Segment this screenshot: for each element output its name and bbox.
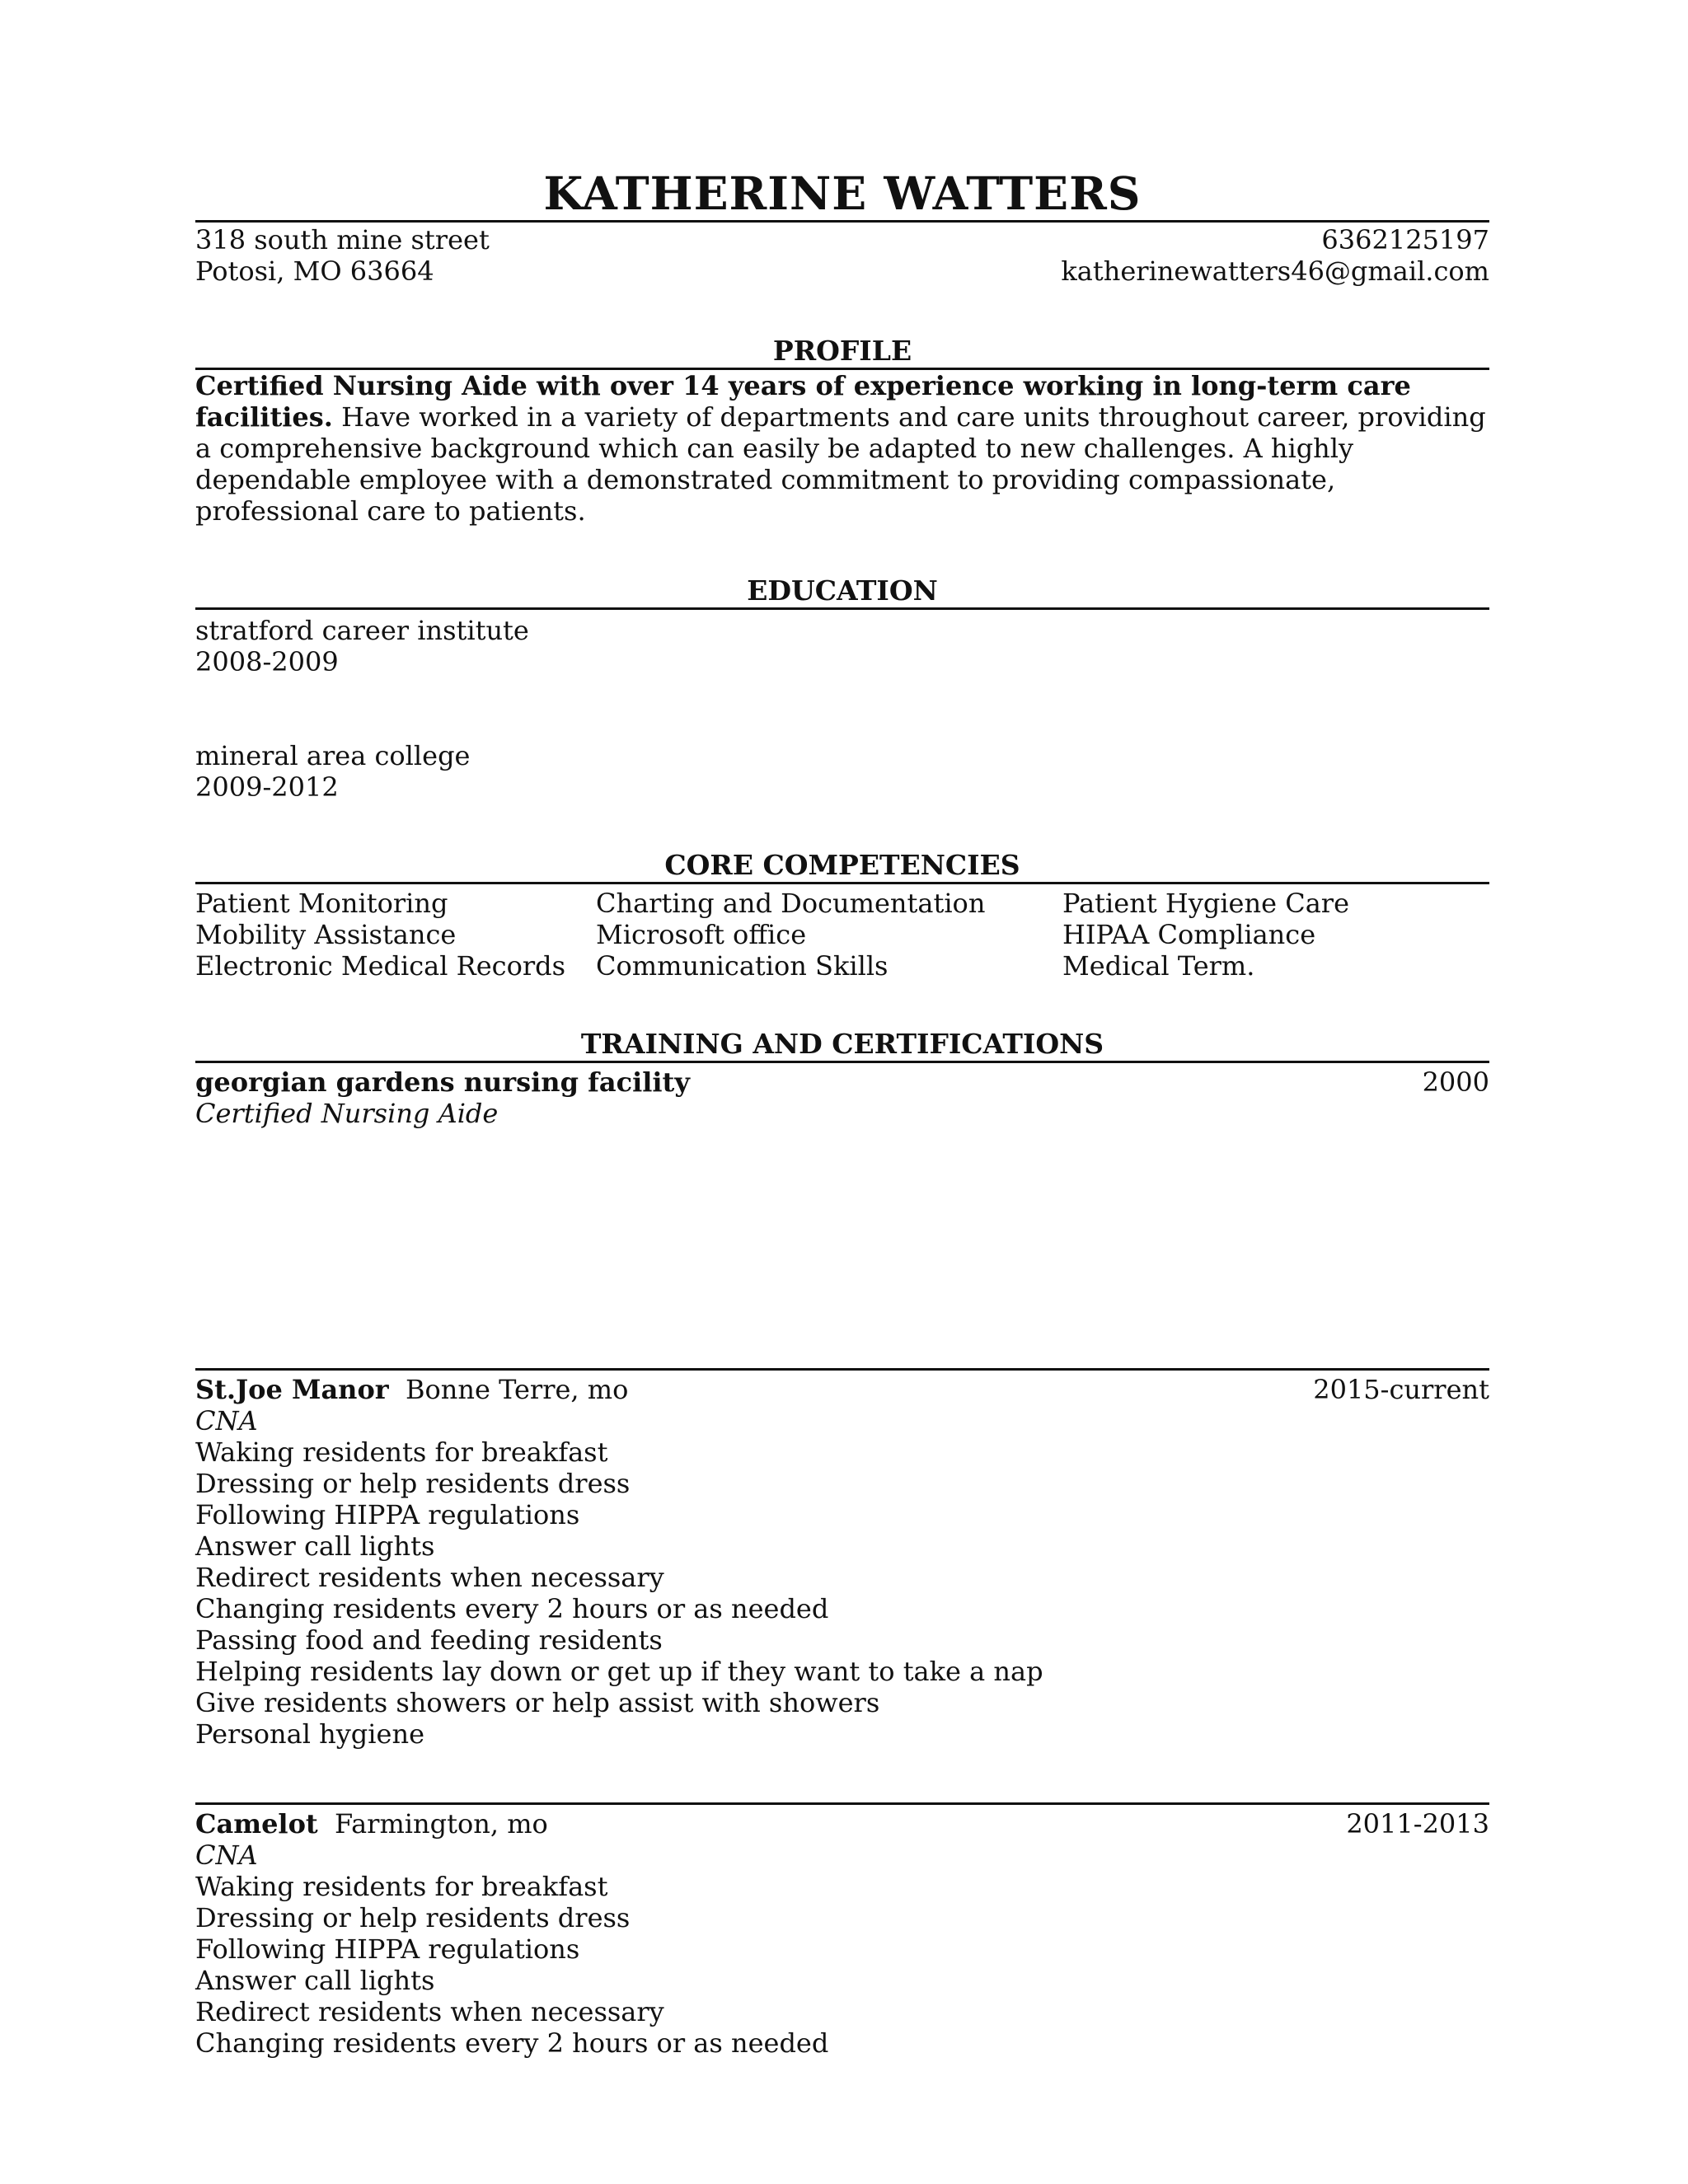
job-duty: Passing food and feeding residents (195, 1624, 663, 1656)
job-duty: Answer call lights (195, 1530, 435, 1562)
job-duty: Redirect residents when necessary (195, 1562, 664, 1593)
competency-item: Patient Hygiene Care (1062, 888, 1349, 919)
candidate-name: KATHERINE WATTERS (543, 166, 1142, 220)
job-employer (195, 1808, 548, 1840)
education-rule (195, 607, 1489, 610)
job-duties (195, 1871, 1489, 2059)
job-duty: Following HIPPA regulations (195, 1933, 580, 1965)
competency-item: Charting and Documentation (596, 888, 986, 919)
competency-item: Patient Monitoring (195, 888, 448, 919)
training-org: georgian gardens nursing facility (195, 1066, 690, 1098)
training-year: 2000 (1422, 1066, 1489, 1098)
competencies-grid (195, 888, 1489, 982)
address-line-1: 318 south mine street (195, 224, 490, 255)
job-duty: Changing residents every 2 hours or as needed (195, 2027, 829, 2059)
job-duty: Redirect residents when necessary (195, 1996, 664, 2027)
job-header (195, 1374, 1489, 1405)
job-org: St.Joe Manor (195, 1374, 389, 1405)
resume-content (195, 166, 1489, 2059)
school-years: 2008-2009 (195, 646, 339, 677)
job-duty: Give residents showers or help assist with showers (195, 1687, 880, 1718)
profile-lead: Certified Nursing Aide with over 14 years of experience working in long-term care facilities. (195, 370, 1411, 433)
job-employer (195, 1374, 628, 1405)
job-org: Camelot (195, 1808, 318, 1840)
profile-body: Have worked in a variety of departments and care units throughout career, providing a comprehensive background which can easily be adapted to new challenges. A highly dependable employee with a demonstrated commitment to providing compassionate, professional care to patients. (195, 401, 1486, 527)
job-role: CNA (195, 1405, 258, 1436)
profile-paragraph (195, 370, 1489, 527)
education-heading: EDUCATION (747, 574, 938, 607)
education-item (195, 740, 1489, 803)
competency-item: Medical Term. (1062, 950, 1255, 982)
competency-item: Electronic Medical Records (195, 950, 566, 982)
training-header (195, 1066, 1489, 1098)
phone-number: 6362125197 (1321, 224, 1489, 255)
school-name: mineral area college (195, 740, 471, 771)
school-years: 2009-2012 (195, 771, 339, 803)
job-duty: Waking residents for breakfast (195, 1871, 608, 1902)
job-header (195, 1808, 1489, 1840)
job-location: Farmington, mo (335, 1808, 548, 1840)
competency-item: Mobility Assistance (195, 919, 457, 950)
competency-item: HIPAA Compliance (1062, 919, 1316, 950)
school-name: stratford career institute (195, 615, 529, 646)
job-rule (195, 1368, 1489, 1371)
address-line-2: Potosi, MO 63664 (195, 255, 434, 287)
job-duty: Dressing or help residents dress (195, 1468, 631, 1499)
job-duty: Personal hygiene (195, 1718, 424, 1750)
training-rule (195, 1061, 1489, 1063)
job-duty: Dressing or help residents dress (195, 1902, 631, 1933)
contact-row-1 (195, 224, 1489, 255)
job-duties (195, 1436, 1489, 1750)
competencies-heading: CORE COMPETENCIES (664, 849, 1020, 881)
training-heading: TRAINING AND CERTIFICATIONS (580, 1028, 1104, 1060)
competencies-rule (195, 882, 1489, 884)
competency-item: Microsoft office (596, 919, 807, 950)
email-address: katherinewatters46@gmail.com (1061, 255, 1489, 287)
job-duty: Helping residents lay down or get up if they want to take a nap (195, 1656, 1043, 1687)
job-dates: 2015-current (1313, 1374, 1489, 1405)
job-role: CNA (195, 1840, 258, 1871)
job-duty: Waking residents for breakfast (195, 1436, 608, 1468)
job-duty: Following HIPPA regulations (195, 1499, 580, 1530)
job-rule (195, 1802, 1489, 1805)
job-duty: Changing residents every 2 hours or as needed (195, 1593, 829, 1624)
job-dates: 2011-2013 (1346, 1808, 1489, 1840)
job-duty: Answer call lights (195, 1965, 435, 1996)
header-rule (195, 220, 1489, 223)
contact-row-2 (195, 255, 1489, 287)
profile-heading: PROFILE (772, 335, 912, 367)
job-location: Bonne Terre, mo (405, 1374, 629, 1405)
education-item (195, 615, 1489, 677)
competency-item: Communication Skills (596, 950, 889, 982)
training-cert: Certified Nursing Aide (195, 1098, 499, 1129)
